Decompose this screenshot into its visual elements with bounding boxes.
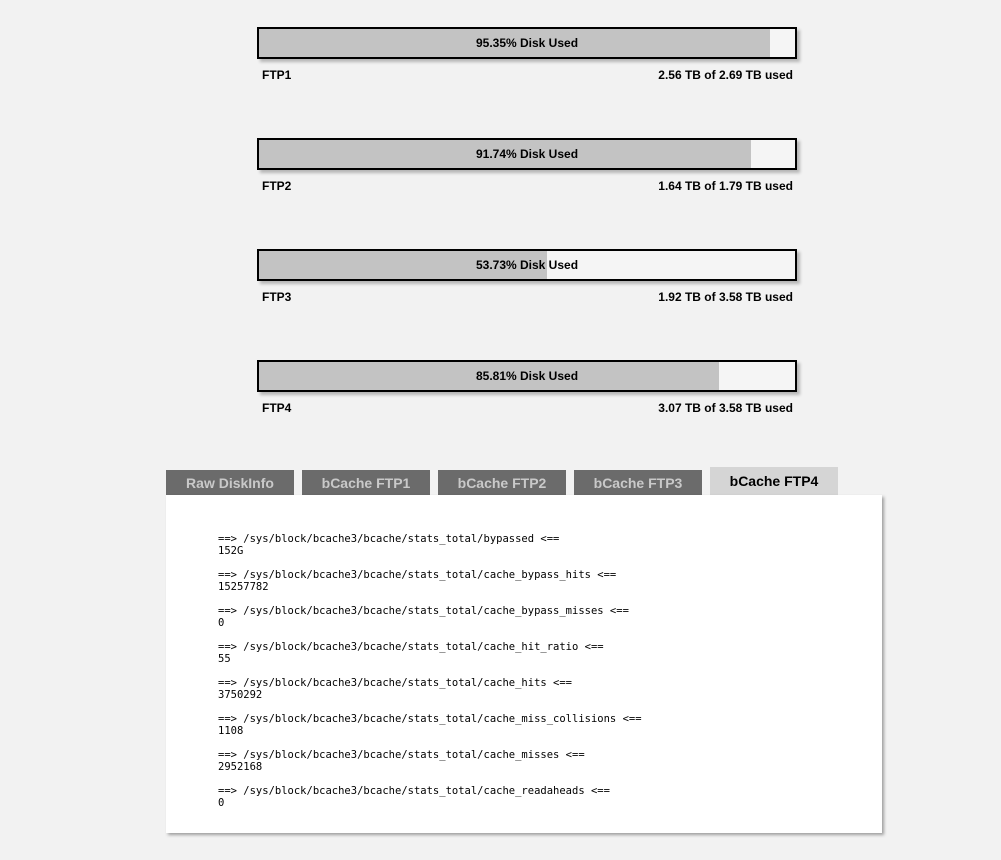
stats-value-line: 152G (218, 545, 244, 557)
tab-raw-diskinfo[interactable]: Raw DiskInfo (166, 470, 294, 495)
bcache-stats-panel (166, 495, 882, 833)
stats-path-line: ==> /sys/block/bcache3/bcache/stats_total/cache_hits <== (218, 677, 573, 689)
stats-value-line: 55 (218, 653, 231, 665)
gauge-percent-label: 91.74% Disk Used (475, 147, 579, 161)
disk-gauge-ftp3 (257, 249, 797, 360)
gauge-name-label: FTP2 (262, 179, 292, 193)
gauge-labels (257, 68, 797, 82)
tab-bcache-ftp4[interactable]: bCache FTP4 (710, 467, 838, 495)
gauge-bar (257, 249, 797, 281)
gauge-name-label: FTP1 (262, 68, 292, 82)
stats-value-line: 2952168 (218, 761, 263, 773)
stats-value-line: 0 (218, 617, 225, 629)
stats-path-line: ==> /sys/block/bcache3/bcache/stats_total/cache_bypass_misses <== (218, 605, 629, 617)
stats-entry (218, 605, 862, 629)
stats-path-line: ==> /sys/block/bcache3/bcache/stats_total/cache_miss_collisions <== (218, 713, 642, 725)
gauge-usage-label: 2.56 TB of 2.69 TB used (658, 68, 793, 82)
gauge-percent-label: 95.35% Disk Used (475, 36, 579, 50)
gauge-bar (257, 138, 797, 170)
stats-path-line: ==> /sys/block/bcache3/bcache/stats_total/bypassed <== (218, 533, 560, 545)
stats-entry (218, 677, 862, 701)
tab-bcache-ftp3[interactable]: bCache FTP3 (574, 470, 702, 495)
stats-value-line: 1108 (218, 725, 244, 737)
stats-value-line: 15257782 (218, 581, 269, 593)
stats-value-line: 0 (218, 797, 225, 809)
gauge-usage-label: 3.07 TB of 3.58 TB used (658, 401, 793, 415)
gauge-name-label: FTP4 (262, 401, 292, 415)
stats-path-line: ==> /sys/block/bcache3/bcache/stats_total/cache_misses <== (218, 749, 585, 761)
tab-bcache-ftp1[interactable]: bCache FTP1 (302, 470, 430, 495)
stats-entry (218, 785, 862, 809)
gauge-percent-label: 53.73% Disk Used (475, 258, 579, 272)
gauge-usage-label: 1.92 TB of 3.58 TB used (658, 290, 793, 304)
disk-gauges (257, 27, 797, 471)
gauge-percent-label: 85.81% Disk Used (475, 369, 579, 383)
gauge-bar (257, 27, 797, 59)
disk-gauge-ftp1 (257, 27, 797, 138)
gauge-labels (257, 179, 797, 193)
gauge-usage-label: 1.64 TB of 1.79 TB used (658, 179, 793, 193)
gauge-labels (257, 290, 797, 304)
stats-path-line: ==> /sys/block/bcache3/bcache/stats_total/cache_readaheads <== (218, 785, 610, 797)
stats-path-line: ==> /sys/block/bcache3/bcache/stats_total/cache_bypass_hits <== (218, 569, 617, 581)
disk-gauge-ftp2 (257, 138, 797, 249)
stats-entry (218, 749, 862, 773)
stats-path-line: ==> /sys/block/bcache3/bcache/stats_total/cache_hit_ratio <== (218, 641, 604, 653)
stats-entry (218, 713, 862, 737)
tab-bar (166, 467, 882, 495)
stats-value-line: 3750292 (218, 689, 263, 701)
disk-gauge-ftp4 (257, 360, 797, 471)
stats-entry (218, 533, 862, 557)
gauge-name-label: FTP3 (262, 290, 292, 304)
stats-entry (218, 641, 862, 665)
gauge-labels (257, 401, 797, 415)
tab-bcache-ftp2[interactable]: bCache FTP2 (438, 470, 566, 495)
gauge-bar (257, 360, 797, 392)
stats-entry (218, 569, 862, 593)
